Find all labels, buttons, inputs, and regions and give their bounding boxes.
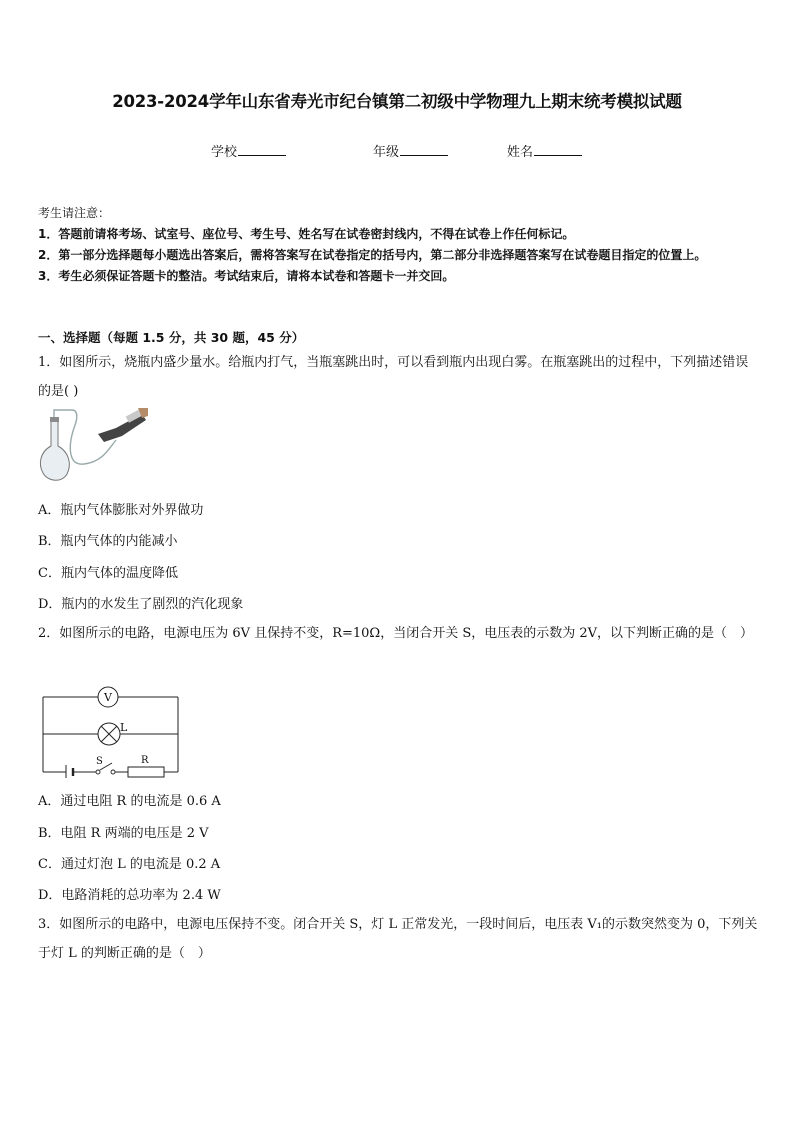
q1-option-d: D．瓶内的水发生了剧烈的汽化现象 xyxy=(38,597,244,612)
question-1-stem: 1．如图所示，烧瓶内盛少量水。给瓶内打气，当瓶塞跳出时，可以看到瓶内出现白雾。在瓶塞跳出的过程中，下列描述错误的是( ) xyxy=(38,355,749,399)
resistor-label: R xyxy=(141,755,149,766)
school-field xyxy=(211,141,286,160)
section-heading: 一、选择题（每题 1.5 分，共 30 题，45 分） xyxy=(38,330,305,345)
circuit-figure-q2 xyxy=(38,682,184,778)
notice-heading: 考生请注意： xyxy=(38,206,111,220)
candidate-notice xyxy=(38,203,760,287)
lamp-label: L xyxy=(120,721,128,734)
exam-title: 2023-2024学年山东省寿光市纪台镇第二初级中学物理九上期末统考模拟试题 xyxy=(112,92,682,111)
q2-option-b: B．电阻 R 两端的电压是 2 V xyxy=(38,826,209,841)
grade-field xyxy=(373,141,448,160)
switch-label: S xyxy=(96,756,103,767)
q1-option-a: A．瓶内气体膨胀对外界做功 xyxy=(38,503,204,518)
grade-blank xyxy=(400,143,448,156)
notice-item-2: 2．第一部分选择题每小题选出答案后，需将答案写在试卷指定的括号内，第二部分非选择题答案写在试卷题目指定的位置上。 xyxy=(38,248,707,262)
q2-option-a: A．通过电阻 R 的电流是 0.6 A xyxy=(38,794,221,809)
q2-option-d: D．电路消耗的总功率为 2.4 W xyxy=(38,888,221,903)
flask-pump-figure xyxy=(38,406,150,488)
question-3-stem: 3．如图所示的电路中，电源电压保持不变。闭合开关 S，灯 L 正常发光，一段时间后，电压表 V₁的示数突然变为 0，下列关于灯 L 的判断正确的是（ ） xyxy=(38,917,758,961)
voltmeter-label: V xyxy=(104,691,112,704)
name-blank xyxy=(534,143,582,156)
grade-label: 年级 xyxy=(373,145,400,160)
q2-option-c: C．通过灯泡 L 的电流是 0.2 A xyxy=(38,857,221,872)
school-blank xyxy=(238,143,286,156)
school-label: 学校 xyxy=(211,145,238,160)
notice-item-3: 3．考生必须保证答题卡的整洁。考试结束后，请将本试卷和答题卡一并交回。 xyxy=(38,269,455,283)
question-2-stem: 2．如图所示的电路，电源电压为 6V 且保持不变，R=10Ω，当闭合开关 S，电压表的示数为 2V，以下判断正确的是（ ） xyxy=(38,626,754,641)
q1-option-c: C．瓶内气体的温度降低 xyxy=(38,566,178,581)
name-label: 姓名 xyxy=(507,145,534,160)
notice-item-1: 1．答题前请将考场、试室号、座位号、考生号、姓名写在试卷密封线内，不得在试卷上作任何标记。 xyxy=(38,227,575,241)
name-field xyxy=(507,141,582,160)
q1-option-b: B．瓶内气体的内能减小 xyxy=(38,534,178,549)
